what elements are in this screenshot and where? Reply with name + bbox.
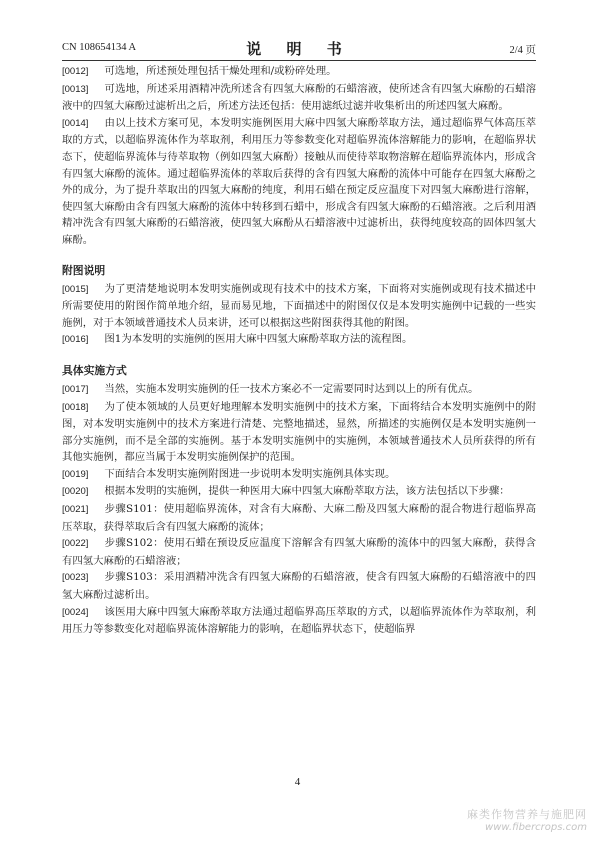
- paragraph-number: [0015]: [62, 283, 89, 295]
- paragraph: [62, 331, 536, 349]
- watermark-title: 麻类作物营养与施肥网: [467, 808, 587, 821]
- paragraph-text: 根据本发明的实施例，提供一种医用大麻中四氢大麻酚萃取方法，该方法包括以下步骤：: [104, 485, 510, 498]
- paragraph-group-top: [62, 63, 536, 249]
- paragraph-text: 步骤S101：使用超临界流体，对含有大麻酚、大麻二酚及四氢大麻酚的混合物进行超临界高压萃取，获得萃取后含有四氢大麻酚的流体；: [62, 503, 536, 533]
- paragraph-text: 为了使本领域的人员更好地理解本发明实施例中的技术方案，下面将结合本发明实施例中的附图，对本发明实施例中的技术方案进行清楚、完整地描述，显然，所描述的实施例仅是本发明实施例一部分实施例，而不是全部的实施例。基于本发明实施例中的实施例，本领域普通技术人员所获得的所有其他实施例，都应当属于本发明实施例保护的范围。: [62, 400, 536, 464]
- paragraph-number: [0014]: [62, 117, 89, 129]
- page-number: 4: [294, 776, 301, 788]
- paragraph-text: 为了更清楚地说明本发明实施例或现有技术中的技术方案，下面将对实施例或现有技术描述中所需要使用的附图作简单地介绍，显而易见地，下面描述中的附图仅仅是本发明实施例中记载的一些实施例，对于本领域普通技术人员来讲，还可以根据这些附图获得其他的附图。: [62, 282, 536, 329]
- watermark-url: www.fibercrops.com: [485, 822, 587, 833]
- paragraph-text: 可选地，所述预处理包括干燥处理和/或粉碎处理。: [104, 65, 337, 77]
- paragraph: [62, 569, 536, 603]
- paragraph-text: 该医用大麻中四氢大麻酚萃取方法通过超临界高压萃取的方式，以超临界流体作为萃取剂，利用压力等参数变化对超临界流体溶解能力的影响，在超临界状态下，使超临界: [62, 605, 536, 636]
- watermark: [467, 806, 587, 833]
- paragraph: [62, 81, 536, 115]
- document-title: 说 明 书: [246, 40, 352, 58]
- paragraph-group-bottom: [62, 381, 536, 638]
- paragraph-number: [0020]: [62, 486, 89, 498]
- paragraph-text: 图1为本发明的实施例的医用大麻中四氢大麻酚萃取方法的流程图。: [104, 333, 413, 346]
- paragraph-text: 下面结合本发明实施例附图进一步说明本发明实施例具体实现。: [104, 467, 396, 480]
- paragraph-group-mid: [62, 281, 536, 349]
- document-body: [62, 63, 536, 638]
- paragraph-text: 由以上技术方案可见，本发明实施例医用大麻中四氢大麻酚萃取方法，通过超临界气体高压萃取的方式，以超临界流体作为萃取剂，利用压力等参数变化对超临界流体溶解能力的影响，在超临界状态下，使超临界流体与待萃取物（例如四氢大麻酚）接触从而使待萃取物溶解在超临界流体内，形成含有四氢大麻酚的流体。通过超临界流体的萃取后获得的含有四氢大麻酚的流体中可能存在四氢大麻酚之外的成分，为了提升萃取出的四氢大麻酚的纯度，利用石蜡在预定反应温度下对四氢大麻酚进行溶解，使四氢大麻酚由含有四氢大麻酚的流体中转移到石蜡中，形成含有四氢大麻酚的石蜡溶液。之后利用酒精冲洗含有四氢大麻酚的石蜡溶液，使四氢大麻酚从石蜡溶液中过滤析出，获得纯度较高的固体四氢大麻酚。: [62, 116, 536, 246]
- paragraph: [62, 483, 536, 501]
- header-divider: [62, 60, 536, 61]
- paragraph-number: [0023]: [62, 572, 89, 584]
- paragraph: [62, 381, 536, 399]
- paragraph-text: 步骤S102：使用石蜡在预设反应温度下溶解含有四氢大麻酚的流体中的四氢大麻酚，获得含有四氢大麻酚的石蜡溶液；: [62, 537, 536, 567]
- paragraph: [62, 604, 536, 638]
- section-heading-embodiments: 具体实施方式: [62, 363, 127, 377]
- patent-number: CN 108654134 A: [62, 42, 137, 53]
- section-heading-drawings: 附图说明: [62, 263, 106, 277]
- paragraph-text: 当然，实施本发明实施例的任一技术方案必不一定需要同时达到以上的所有优点。: [104, 382, 479, 395]
- paragraph: [62, 501, 536, 535]
- paragraph: [62, 281, 536, 332]
- paragraph: [62, 535, 536, 569]
- paragraph: [62, 399, 536, 466]
- paragraph-number: [0016]: [62, 334, 89, 346]
- page-fraction: 2/4 页: [509, 45, 536, 56]
- paragraph-number: [0012]: [62, 66, 89, 77]
- paragraph-number: [0019]: [62, 468, 89, 480]
- paragraph-number: [0017]: [62, 383, 89, 395]
- paragraph-number: [0018]: [62, 401, 89, 413]
- page-header: [62, 38, 536, 58]
- paragraph: [62, 466, 536, 484]
- paragraph-number: [0024]: [62, 606, 89, 618]
- paragraph: [62, 115, 536, 249]
- paragraph: [62, 63, 536, 81]
- paragraph-number: [0021]: [62, 504, 89, 516]
- paragraph-number: [0022]: [62, 538, 89, 550]
- paragraph-number: [0013]: [62, 83, 89, 95]
- paragraph-text: 步骤S103：采用酒精冲洗含有四氢大麻酚的石蜡溶液，使含有四氢大麻酚的石蜡溶液中的四氢大麻酚过滤析出。: [62, 571, 536, 602]
- paragraph-text: 可选地，所述采用酒精冲洗所述含有四氢大麻酚的石蜡溶液，使所述含有四氢大麻酚的石蜡溶液中的四氢大麻酚过滤析出之后，所述方法还包括：使用滤纸过滤并收集析出的所述四氢大麻酚。: [62, 82, 536, 113]
